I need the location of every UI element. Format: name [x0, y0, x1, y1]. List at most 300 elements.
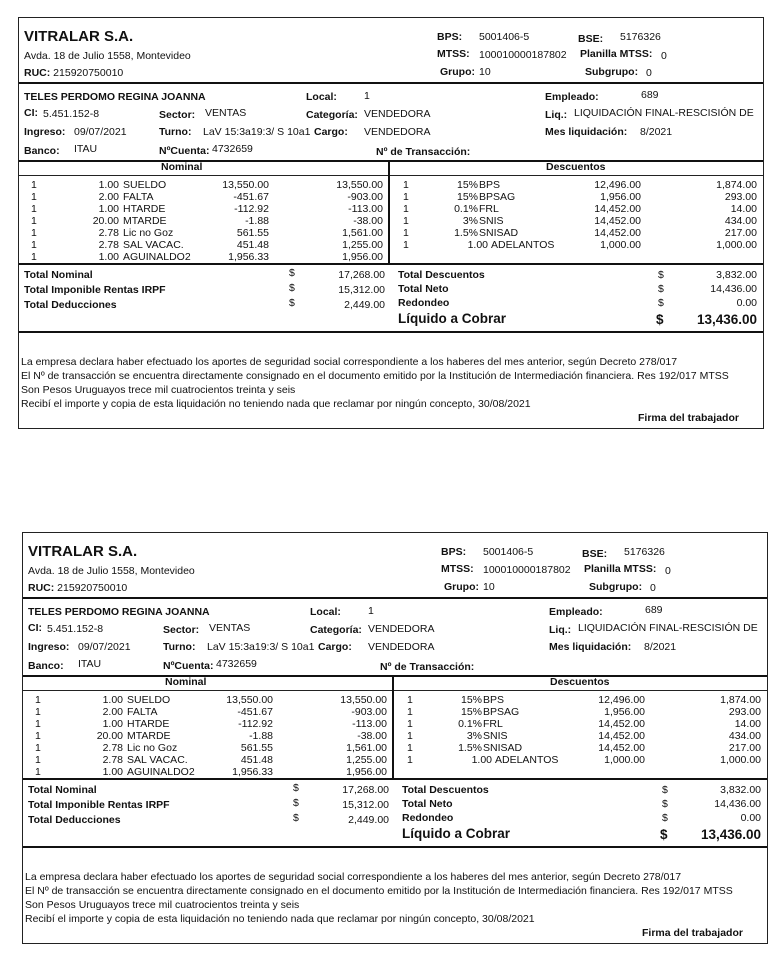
- amount: 1,874.00: [720, 694, 761, 706]
- nominal-header: Nominal: [165, 676, 207, 688]
- unit-value: 561.55: [236, 227, 269, 239]
- bse-value: 5176326: [620, 31, 661, 43]
- payslip-copy-1: [18, 17, 764, 429]
- table-row: [391, 227, 763, 239]
- total-descuentos-label: Total Descuentos: [398, 269, 485, 281]
- table-row: [391, 215, 763, 227]
- redondeo-label: Redondeo: [398, 297, 450, 309]
- cuenta-value: 4732659: [216, 658, 257, 670]
- table-row: [395, 718, 767, 730]
- liq-value: LIQUIDACIÓN FINAL-RESCISIÓN DE: [578, 622, 758, 634]
- legal-line-4: Recibí el importe y copia de esta liquidación no teniendo nada que reclamar por ningún concepto, 30/08/2021: [21, 398, 531, 410]
- qty: 1: [407, 730, 413, 742]
- local-label: Local:: [310, 606, 341, 618]
- concept: HTARDE: [127, 718, 170, 730]
- banco-value: ITAU: [74, 143, 98, 155]
- liq-label: Liq.:: [545, 109, 568, 121]
- base-value: 14,452.00: [598, 718, 645, 730]
- concept: FRL: [483, 718, 503, 730]
- divider: [23, 690, 767, 691]
- concept: FALTA: [123, 191, 154, 203]
- total-descuentos-value: 3,832.00: [716, 269, 757, 281]
- grupo-label: Grupo:: [440, 66, 475, 78]
- mes-value: 8/2021: [640, 126, 673, 138]
- qty: 1: [31, 251, 37, 263]
- categoria-label: Categoría:: [310, 624, 362, 636]
- divider: [19, 263, 763, 265]
- sector-label: Sector:: [163, 624, 200, 636]
- cargo-label: Cargo:: [314, 126, 348, 138]
- amount: 1,255.00: [342, 239, 383, 251]
- factor: 20.00: [92, 215, 119, 227]
- table-row: [391, 191, 763, 203]
- qty: 1: [35, 754, 41, 766]
- factor: 3%: [466, 730, 482, 742]
- mes-label: Mes liquidación:: [549, 641, 632, 653]
- concept: SNIS: [483, 730, 508, 742]
- redondeo-value: 0.00: [736, 297, 757, 309]
- categoria-value: VENDEDORA: [368, 623, 435, 635]
- currency-symbol: $: [658, 269, 664, 281]
- currency-symbol: $: [662, 812, 668, 824]
- unit-value: 1,956.33: [232, 766, 273, 778]
- qty: 1: [403, 215, 409, 227]
- unit-value: 561.55: [240, 742, 273, 754]
- currency-symbol: $: [662, 784, 668, 796]
- amount: 293.00: [724, 191, 757, 203]
- cuenta-label: NºCuenta:: [163, 660, 214, 672]
- divider: [23, 846, 767, 848]
- qty: 1: [403, 227, 409, 239]
- qty: 1: [35, 742, 41, 754]
- grupo-value: 10: [483, 581, 495, 593]
- qty: 1: [407, 694, 413, 706]
- factor: 1.5%: [458, 742, 482, 754]
- total-descuentos-value: 3,832.00: [720, 784, 761, 796]
- concept: SNISAD: [483, 742, 523, 754]
- transaccion-label: Nº de Transacción:: [376, 146, 471, 158]
- bps-value: 5001406-5: [479, 31, 530, 43]
- ci-value: 5.451.152-8: [43, 108, 100, 120]
- legal-line-1: La empresa declara haber efectuado los aportes de seguridad social correspondiente a los haberes del mes anterior, según Decreto 278/017: [25, 871, 682, 883]
- unit-value: 13,550.00: [222, 179, 269, 191]
- banco-label: Banco:: [24, 145, 60, 157]
- amount: 1,956.00: [346, 766, 387, 778]
- base-value: 1,000.00: [600, 239, 641, 251]
- factor: 3%: [462, 215, 478, 227]
- total-deducciones-label: Total Deducciones: [28, 814, 121, 826]
- total-nominal-value: 17,268.00: [342, 784, 389, 796]
- cargo-value: VENDEDORA: [364, 126, 431, 138]
- mtss-value: 100010000187802: [479, 49, 567, 61]
- base-value: 1,000.00: [604, 754, 645, 766]
- total-nominal-label: Total Nominal: [28, 784, 97, 796]
- categoria-label: Categoría:: [306, 109, 358, 121]
- table-row: [395, 742, 767, 754]
- qty: 1: [35, 706, 41, 718]
- table-row: [391, 239, 763, 251]
- table-row: [19, 239, 389, 251]
- legal-line-3: Son Pesos Uruguayos trece mil cuatrocientos treinta y seis: [21, 384, 296, 396]
- concept: BPSAG: [479, 191, 516, 203]
- qty: 1: [35, 718, 41, 730]
- amount: 13,550.00: [336, 179, 383, 191]
- subgrupo-value: 0: [650, 582, 656, 594]
- subgrupo-label: Subgrupo:: [585, 66, 639, 78]
- qty: 1: [403, 239, 409, 251]
- qty: 1: [31, 179, 37, 191]
- concept: SNIS: [479, 215, 504, 227]
- total-neto-label: Total Neto: [398, 283, 449, 295]
- qty: 1: [31, 191, 37, 203]
- amount: 1,561.00: [346, 742, 387, 754]
- qty: 1: [35, 730, 41, 742]
- ingreso-value: 09/07/2021: [74, 126, 127, 138]
- ruc-value: 215920750010: [53, 67, 124, 79]
- subgrupo-label: Subgrupo:: [589, 581, 643, 593]
- divider: [23, 778, 767, 780]
- table-row: [23, 694, 393, 706]
- mes-label: Mes liquidación:: [545, 126, 628, 138]
- qty: 1: [403, 191, 409, 203]
- signature-label: Firma del trabajador: [638, 412, 739, 424]
- base-value: 1,956.00: [600, 191, 641, 203]
- amount: 434.00: [724, 215, 757, 227]
- table-row: [391, 203, 763, 215]
- unit-value: -451.67: [237, 706, 273, 718]
- table-row: [23, 706, 393, 718]
- total-nominal-value: 17,268.00: [338, 269, 385, 281]
- legal-line-2: El Nº de transacción se encuentra directamente consignado en el documento emitido por la Institución de Intermediación financiera. Res 192/017 MTSS: [25, 885, 733, 897]
- qty: 1: [407, 706, 413, 718]
- total-nominal-label: Total Nominal: [24, 269, 93, 281]
- employee-name: TELES PERDOMO REGINA JOANNA: [28, 606, 210, 618]
- currency-symbol: $: [289, 297, 295, 309]
- mtss-label: MTSS:: [437, 48, 470, 60]
- subgrupo-value: 0: [646, 67, 652, 79]
- qty: 1: [403, 203, 409, 215]
- concept: Lic no Goz: [127, 742, 178, 754]
- bse-label: BSE:: [578, 33, 604, 45]
- table-row: [23, 754, 393, 766]
- grupo-label: Grupo:: [444, 581, 479, 593]
- total-deducciones-value: 2,449.00: [344, 299, 385, 311]
- base-value: 14,452.00: [594, 215, 641, 227]
- cuenta-label: NºCuenta:: [159, 145, 210, 157]
- ruc-label: RUC:: [24, 67, 51, 79]
- ingreso-value: 09/07/2021: [78, 641, 131, 653]
- empleado-label: Empleado:: [545, 91, 599, 103]
- employee-name: TELES PERDOMO REGINA JOANNA: [24, 91, 206, 103]
- concept: AGUINALDO2: [127, 766, 195, 778]
- amount: 434.00: [728, 730, 761, 742]
- unit-value: -1.88: [245, 215, 269, 227]
- amount: -113.00: [352, 718, 387, 730]
- redondeo-label: Redondeo: [402, 812, 454, 824]
- cargo-value: VENDEDORA: [368, 641, 435, 653]
- amount: 217.00: [728, 742, 761, 754]
- table-row: [19, 251, 389, 263]
- amount: -38.00: [353, 215, 383, 227]
- factor: 1.5%: [454, 227, 478, 239]
- qty: 1: [407, 754, 413, 766]
- local-value: 1: [364, 90, 370, 102]
- signature-label: Firma del trabajador: [642, 927, 743, 939]
- mtss-label: MTSS:: [441, 563, 474, 575]
- ruc-field: [28, 582, 127, 594]
- nominal-table: [23, 694, 393, 778]
- factor: 1.00: [102, 718, 123, 730]
- amount: 1,956.00: [342, 251, 383, 263]
- table-row: [23, 730, 393, 742]
- total-neto-value: 14,436.00: [714, 798, 761, 810]
- empleado-value: 689: [641, 89, 659, 101]
- table-row: [395, 694, 767, 706]
- currency-symbol: $: [658, 297, 664, 309]
- factor: 2.78: [98, 227, 119, 239]
- ci-label: CI:: [28, 622, 42, 634]
- company-address: Avda. 18 de Julio 1558, Montevideo: [28, 565, 195, 577]
- turno-value: LaV 15:3a19:3/ S 10a1: [203, 126, 311, 138]
- legal-line-3: Son Pesos Uruguayos trece mil cuatrocientos treinta y seis: [25, 899, 300, 911]
- amount: 13,550.00: [340, 694, 387, 706]
- ruc-label: RUC:: [28, 582, 55, 594]
- planilla-label: Planilla MTSS:: [584, 563, 657, 575]
- table-row: [395, 754, 767, 766]
- descuentos-table: [391, 179, 763, 263]
- amount: 217.00: [724, 227, 757, 239]
- factor: 1.00: [102, 766, 123, 778]
- turno-value: LaV 15:3a19:3/ S 10a1: [207, 641, 315, 653]
- base-value: 14,452.00: [594, 203, 641, 215]
- total-descuentos-label: Total Descuentos: [402, 784, 489, 796]
- planilla-value: 0: [665, 565, 671, 577]
- planilla-label: Planilla MTSS:: [580, 48, 653, 60]
- qty: 1: [31, 203, 37, 215]
- qty: 1: [407, 742, 413, 754]
- concept: HTARDE: [123, 203, 166, 215]
- currency-symbol: $: [293, 782, 299, 794]
- descuentos-table: [395, 694, 767, 778]
- factor: 1.00: [471, 754, 492, 766]
- unit-value: -112.92: [238, 718, 273, 730]
- divider: [23, 675, 767, 677]
- concept: MTARDE: [123, 215, 167, 227]
- sector-value: VENTAS: [205, 107, 247, 119]
- legal-line-2: El Nº de transacción se encuentra directamente consignado en el documento emitido por la Institución de Intermediación financiera. Res 192/017 MTSS: [21, 370, 729, 382]
- factor: 15%: [460, 694, 482, 706]
- divider: [19, 82, 763, 84]
- qty: 1: [31, 215, 37, 227]
- concept: SAL VACAC.: [123, 239, 184, 251]
- nominal-table: [19, 179, 389, 263]
- ruc-value: 215920750010: [57, 582, 128, 594]
- factor: 1.00: [102, 694, 123, 706]
- divider: [19, 175, 763, 176]
- factor: 2.78: [98, 239, 119, 251]
- banco-value: ITAU: [78, 658, 102, 670]
- payslip-copy-2: [22, 532, 768, 944]
- planilla-value: 0: [661, 50, 667, 62]
- base-value: 14,452.00: [598, 730, 645, 742]
- factor: 2.00: [102, 706, 123, 718]
- bps-label: BPS:: [441, 546, 467, 558]
- descuentos-header: Descuentos: [550, 676, 610, 688]
- currency-symbol: $: [656, 312, 664, 327]
- factor: 0.1%: [454, 203, 478, 215]
- mes-value: 8/2021: [644, 641, 677, 653]
- liq-value: LIQUIDACIÓN FINAL-RESCISIÓN DE: [574, 107, 754, 119]
- local-label: Local:: [306, 91, 337, 103]
- company-name: VITRALAR S.A.: [24, 28, 134, 45]
- concept: ADELANTOS: [495, 754, 559, 766]
- table-row: [23, 718, 393, 730]
- concept: SUELDO: [123, 179, 167, 191]
- total-imponible-value: 15,312.00: [338, 284, 385, 296]
- mtss-value: 100010000187802: [483, 564, 571, 576]
- nominal-header: Nominal: [161, 161, 203, 173]
- descuentos-header: Descuentos: [546, 161, 606, 173]
- base-value: 12,496.00: [594, 179, 641, 191]
- factor: 2.78: [102, 754, 123, 766]
- total-deducciones-value: 2,449.00: [348, 814, 389, 826]
- concept: BPS: [479, 179, 501, 191]
- unit-value: -112.92: [234, 203, 269, 215]
- divider: [19, 331, 763, 333]
- ruc-field: [24, 67, 123, 79]
- liquido-label: Líquido a Cobrar: [398, 311, 506, 326]
- table-row: [19, 203, 389, 215]
- factor: 1.00: [98, 251, 119, 263]
- table-row: [19, 179, 389, 191]
- company-address: Avda. 18 de Julio 1558, Montevideo: [24, 50, 191, 62]
- amount: 1,874.00: [716, 179, 757, 191]
- categoria-value: VENDEDORA: [364, 108, 431, 120]
- amount: 14.00: [730, 203, 757, 215]
- qty: 1: [35, 766, 41, 778]
- liq-label: Liq.:: [549, 624, 572, 636]
- bps-value: 5001406-5: [483, 546, 534, 558]
- amount: -113.00: [348, 203, 383, 215]
- unit-value: 1,956.33: [228, 251, 269, 263]
- currency-symbol: $: [658, 283, 664, 295]
- total-imponible-value: 15,312.00: [342, 799, 389, 811]
- amount: 1,255.00: [346, 754, 387, 766]
- ci-label: CI:: [24, 107, 38, 119]
- currency-symbol: $: [662, 798, 668, 810]
- total-imponible-label: Total Imponible Rentas IRPF: [24, 284, 166, 296]
- liquido-value: 13,436.00: [700, 827, 761, 842]
- table-row: [391, 179, 763, 191]
- total-neto-value: 14,436.00: [710, 283, 757, 295]
- concept: BPS: [483, 694, 505, 706]
- ci-value: 5.451.152-8: [47, 623, 104, 635]
- table-row: [395, 706, 767, 718]
- unit-value: 13,550.00: [226, 694, 273, 706]
- factor: 0.1%: [458, 718, 482, 730]
- cargo-label: Cargo:: [318, 641, 352, 653]
- amount: -903.00: [351, 706, 387, 718]
- base-value: 14,452.00: [594, 227, 641, 239]
- concept: SUELDO: [127, 694, 171, 706]
- turno-label: Turno:: [159, 126, 192, 138]
- currency-symbol: $: [289, 282, 295, 294]
- table-row: [19, 215, 389, 227]
- qty: 1: [35, 694, 41, 706]
- table-row: [23, 766, 393, 778]
- concept: SAL VACAC.: [127, 754, 188, 766]
- divider: [23, 597, 767, 599]
- table-row: [19, 227, 389, 239]
- currency-symbol: $: [289, 267, 295, 279]
- concept: Lic no Goz: [123, 227, 174, 239]
- concept: MTARDE: [127, 730, 171, 742]
- amount: 1,561.00: [342, 227, 383, 239]
- company-name: VITRALAR S.A.: [28, 543, 138, 560]
- amount: 1,000.00: [716, 239, 757, 251]
- concept: FRL: [479, 203, 499, 215]
- bse-value: 5176326: [624, 546, 665, 558]
- redondeo-value: 0.00: [740, 812, 761, 824]
- factor: 2.78: [102, 742, 123, 754]
- banco-label: Banco:: [28, 660, 64, 672]
- ingreso-label: Ingreso:: [28, 641, 70, 653]
- factor: 1.00: [98, 179, 119, 191]
- table-row: [19, 191, 389, 203]
- factor: 15%: [456, 179, 478, 191]
- bse-label: BSE:: [582, 548, 608, 560]
- concept: AGUINALDO2: [123, 251, 191, 263]
- divider: [19, 160, 763, 162]
- concept: SNISAD: [479, 227, 519, 239]
- factor: 15%: [456, 191, 478, 203]
- currency-symbol: $: [660, 827, 668, 842]
- unit-value: 451.48: [240, 754, 273, 766]
- legal-line-4: Recibí el importe y copia de esta liquidación no teniendo nada que reclamar por ningún concepto, 30/08/2021: [25, 913, 535, 925]
- factor: 1.00: [98, 203, 119, 215]
- ingreso-label: Ingreso:: [24, 126, 66, 138]
- unit-value: 451.48: [236, 239, 269, 251]
- unit-value: -451.67: [233, 191, 269, 203]
- amount: 1,000.00: [720, 754, 761, 766]
- amount: 14.00: [734, 718, 761, 730]
- grupo-value: 10: [479, 66, 491, 78]
- factor: 1.00: [467, 239, 488, 251]
- base-value: 12,496.00: [598, 694, 645, 706]
- total-neto-label: Total Neto: [402, 798, 453, 810]
- factor: 2.00: [98, 191, 119, 203]
- empleado-label: Empleado:: [549, 606, 603, 618]
- table-row: [23, 742, 393, 754]
- base-value: 14,452.00: [598, 742, 645, 754]
- sector-label: Sector:: [159, 109, 196, 121]
- concept: ADELANTOS: [491, 239, 555, 251]
- total-deducciones-label: Total Deducciones: [24, 299, 117, 311]
- total-imponible-label: Total Imponible Rentas IRPF: [28, 799, 170, 811]
- transaccion-label: Nº de Transacción:: [380, 661, 475, 673]
- currency-symbol: $: [293, 797, 299, 809]
- base-value: 1,956.00: [604, 706, 645, 718]
- currency-symbol: $: [293, 812, 299, 824]
- sector-value: VENTAS: [209, 622, 251, 634]
- liquido-value: 13,436.00: [696, 312, 757, 327]
- legal-line-1: La empresa declara haber efectuado los aportes de seguridad social correspondiente a los haberes del mes anterior, según Decreto 278/017: [21, 356, 678, 368]
- local-value: 1: [368, 605, 374, 617]
- factor: 20.00: [96, 730, 123, 742]
- concept: BPSAG: [483, 706, 520, 718]
- turno-label: Turno:: [163, 641, 196, 653]
- table-row: [395, 730, 767, 742]
